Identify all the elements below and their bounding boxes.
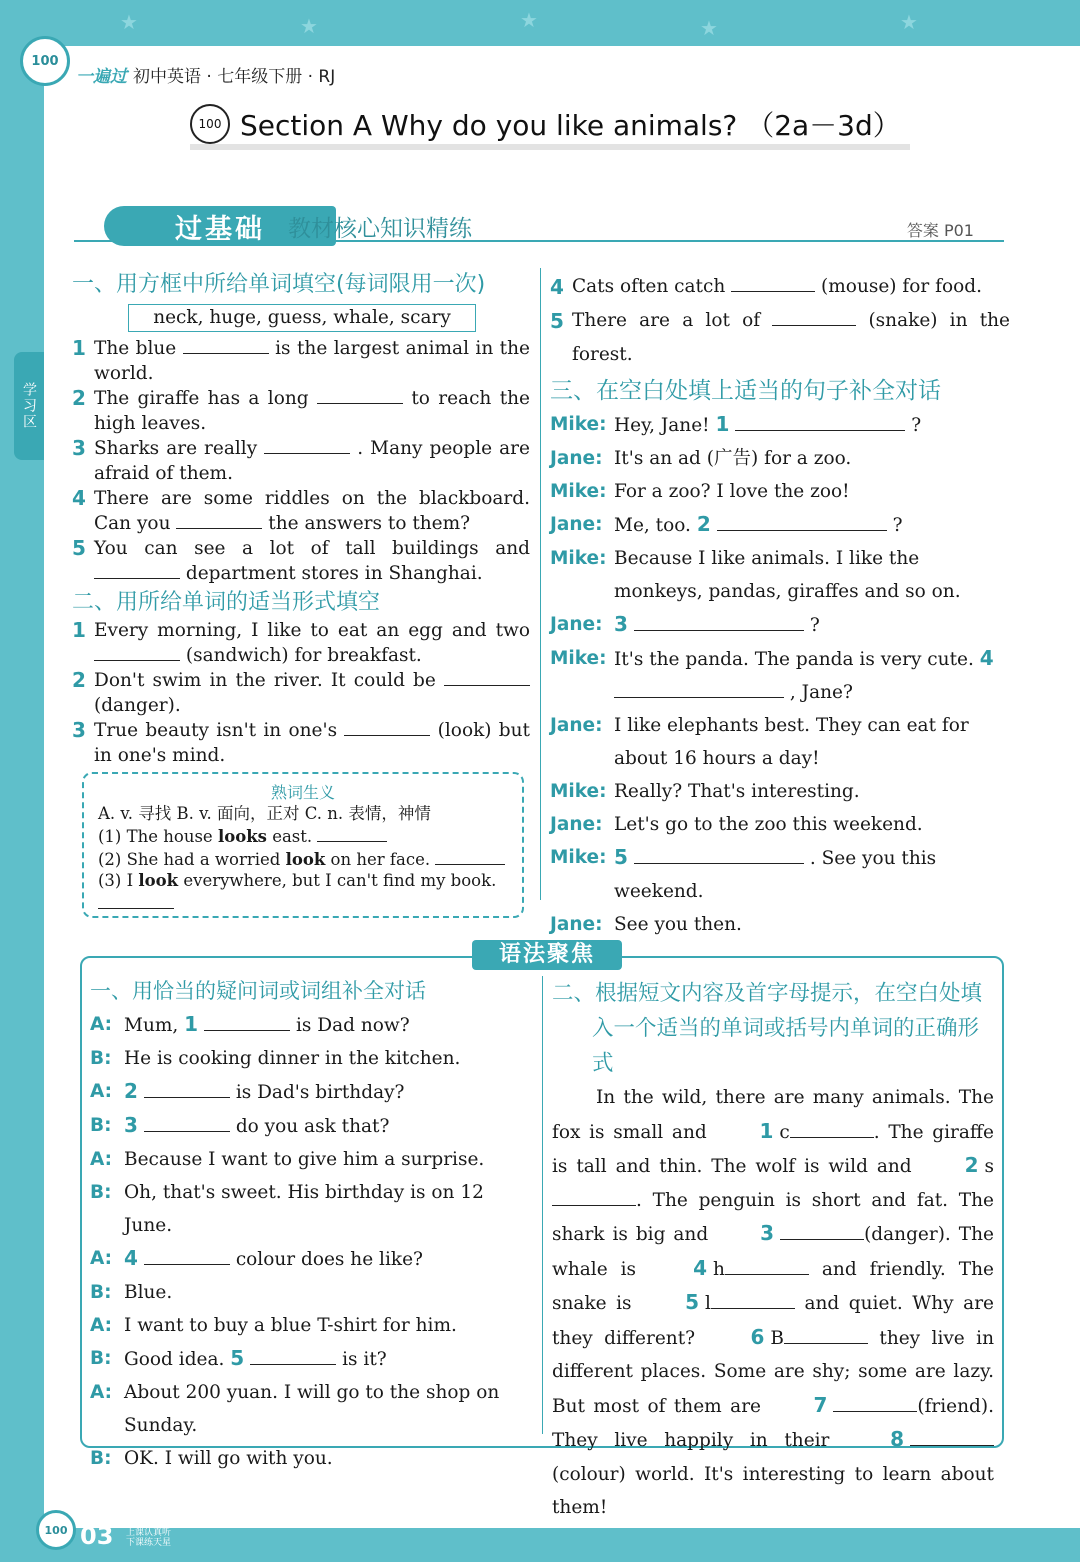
item-text-after: department stores in Shanghai. xyxy=(185,563,483,584)
speaker: Mike: xyxy=(550,847,607,868)
passage-text: and quiet. Why are they different? xyxy=(552,1293,994,1349)
dialog-line xyxy=(90,1176,530,1242)
speaker: Mike: xyxy=(550,481,607,502)
blank[interactable] xyxy=(204,1013,290,1031)
blank[interactable] xyxy=(144,1114,230,1132)
line-text-after: . See you this weekend. xyxy=(614,848,937,902)
page-slogan: 上课认真听 下课练天星 xyxy=(126,1528,172,1548)
item-number: 5 xyxy=(550,309,564,333)
speaker: Mike: xyxy=(550,548,607,569)
dialog-line xyxy=(90,1342,530,1376)
exercise-item xyxy=(72,536,530,586)
speaker: B: xyxy=(90,1048,112,1069)
blank-number: 1 xyxy=(184,1012,199,1036)
top-border xyxy=(0,0,1080,46)
speaker: Jane: xyxy=(550,448,603,469)
column-divider xyxy=(540,268,541,900)
item-text-before: There are a lot of xyxy=(572,310,761,331)
speaker: Mike: xyxy=(550,414,607,435)
item-number: 4 xyxy=(72,486,86,510)
line-text: Really? That's interesting. xyxy=(614,781,860,802)
subject-label: 初中英语 · 七年级下册 · RJ xyxy=(133,67,336,87)
blank[interactable] xyxy=(250,1347,336,1365)
side-tab: 学习区 xyxy=(14,352,44,460)
page-star-icon: 100 xyxy=(36,1510,76,1550)
part2-heading: 二、用所给单词的适当形式填空 xyxy=(72,590,381,615)
line-text: For a zoo? I love the zoo! xyxy=(614,481,850,502)
item-number: 2 xyxy=(72,386,86,410)
line-text: Mum, xyxy=(124,1015,179,1036)
basics-band xyxy=(74,196,1004,254)
speaker: A: xyxy=(90,1382,113,1403)
dialog-line xyxy=(550,542,1010,608)
grammar-divider xyxy=(542,976,543,1434)
blank-number: 7 xyxy=(813,1392,828,1417)
blank[interactable] xyxy=(317,386,403,404)
blank[interactable] xyxy=(790,1120,874,1138)
first-letter-hint: h xyxy=(712,1258,725,1280)
item-text-before: There are some riddles on the blackboard. Can you xyxy=(94,488,530,534)
line-text: Because I want to give him a surprise. xyxy=(124,1149,485,1170)
item-text-before: Sharks are really xyxy=(94,438,258,459)
line-text: Hey, Jane! xyxy=(614,415,710,436)
blank-number: 2 xyxy=(964,1153,979,1177)
section-title xyxy=(190,104,910,150)
speaker: Jane: xyxy=(550,514,603,535)
dialog-line xyxy=(90,1442,530,1475)
blank[interactable] xyxy=(344,718,430,736)
dialog-line xyxy=(90,1109,530,1143)
blank-number: 5 xyxy=(614,845,628,869)
item-text-after: (snake) in the forest. xyxy=(572,310,1010,365)
line-text-after: colour does he like? xyxy=(235,1249,423,1270)
item-text-before: Every morning, I like to eat an egg and two xyxy=(94,620,530,641)
item-number: 3 xyxy=(72,718,86,742)
blank[interactable] xyxy=(94,643,180,661)
band-subtitle: 教材核心知识精练 xyxy=(288,216,472,242)
passage-text: . The penguin is short and fat. The shark is big and xyxy=(552,1189,994,1245)
star-decoration: ★ xyxy=(700,16,718,40)
line-text: About 200 yuan. I will go to the shop on Sunday. xyxy=(124,1382,500,1436)
line-text: Oh, that's sweet. His birthday is on 12 June. xyxy=(124,1182,484,1236)
speaker: A: xyxy=(90,1081,113,1102)
blank-number: 5 xyxy=(230,1346,245,1370)
note-title: 熟词生义 xyxy=(270,783,335,802)
dialog-line xyxy=(90,1008,530,1042)
item-number: 2 xyxy=(72,668,86,692)
blank-number: 4 xyxy=(693,1255,707,1280)
blank[interactable] xyxy=(183,336,269,354)
band-label: 过基础 xyxy=(104,206,336,246)
dialog-line xyxy=(90,1309,530,1342)
dialog-line xyxy=(550,908,1010,941)
blank[interactable] xyxy=(144,1080,230,1098)
grammar-right xyxy=(552,976,994,1525)
passage-text: . The giraffe is tall and thin. The wolf is wild and xyxy=(552,1121,994,1177)
line-text-after: ? xyxy=(911,415,922,436)
exercise-item xyxy=(72,386,530,436)
speaker: B: xyxy=(90,1348,112,1369)
note-sentence-1: (1) The house looks east. xyxy=(98,824,508,847)
item-text-before: The blue xyxy=(94,338,177,359)
line-text: Me, too. xyxy=(614,515,691,536)
line-text: Because I like animals. I like the monkeys, pandas, giraffes and so on. xyxy=(614,548,961,602)
dialog-line xyxy=(90,1075,530,1109)
item-number: 5 xyxy=(72,536,86,560)
line-text: Blue. xyxy=(124,1282,173,1303)
speaker: Mike: xyxy=(550,648,607,669)
note-sentence-2: (2) She had a worried look on her face. xyxy=(98,847,508,870)
blank[interactable] xyxy=(435,847,505,865)
part2-items xyxy=(72,618,530,768)
grammar-left-dialog xyxy=(90,1008,530,1475)
dialog-line xyxy=(90,1276,530,1309)
exercise-item xyxy=(72,668,530,718)
first-letter-hint: s xyxy=(984,1156,994,1177)
blank[interactable] xyxy=(94,561,180,579)
speaker: A: xyxy=(90,1149,113,1170)
line-text-after: do you ask that? xyxy=(235,1116,390,1137)
star-decoration: ★ xyxy=(300,14,318,38)
item-text-before: You can see a lot of tall buildings and xyxy=(94,538,530,559)
first-letter-hint: l xyxy=(705,1293,711,1314)
star-decoration: ★ xyxy=(900,10,918,34)
note-sentence-3: (3) I look everywhere, but I can't find my book. xyxy=(98,870,508,914)
grammar-title: 语法聚焦 xyxy=(472,940,622,970)
line-text: See you then. xyxy=(614,914,742,935)
right-column xyxy=(550,270,1010,941)
item-text-before: The giraffe has a long xyxy=(94,388,309,409)
dialog-line xyxy=(550,775,1010,808)
blank[interactable] xyxy=(833,1394,917,1412)
line-text: It's an ad (广告) for a zoo. xyxy=(614,448,852,469)
speaker: B: xyxy=(90,1448,112,1469)
brand-name: 一遍过 xyxy=(76,67,127,87)
passage-text: (colour) world. It's interesting to learn about them! xyxy=(552,1463,994,1518)
exercise-item xyxy=(72,718,530,768)
speaker: Jane: xyxy=(550,914,603,935)
grammar-left-heading: 一、用恰当的疑问词或词组补全对话 xyxy=(90,979,426,1003)
line-text: It's the panda. The panda is very cute. xyxy=(614,649,974,670)
line-text-after: is it? xyxy=(342,1349,387,1370)
blank[interactable] xyxy=(910,1428,994,1446)
blank[interactable] xyxy=(634,613,804,631)
exercise-item xyxy=(72,336,530,386)
item-text-after: . Many people are afraid of them. xyxy=(94,438,530,484)
blank-number: 2 xyxy=(696,512,711,536)
passage xyxy=(552,1081,994,1525)
blank[interactable] xyxy=(735,413,905,431)
item-text-after: to reach the high leaves. xyxy=(94,388,530,434)
left-column xyxy=(72,270,530,768)
blank-number: 3 xyxy=(614,612,628,636)
line-text: I like elephants best. They can eat for about 16 hours a day! xyxy=(614,715,969,769)
passage-text: and friendly. The snake is xyxy=(552,1258,994,1314)
dialog-line xyxy=(90,1143,530,1176)
blank-number: 3 xyxy=(124,1113,138,1137)
speaker: A: xyxy=(90,1014,113,1035)
note-options: A. v. 寻找 B. v. 面向，正对 C. n. 表情，神情 xyxy=(98,804,431,823)
passage-text: (friend). They live happily in their xyxy=(552,1395,994,1451)
blank[interactable] xyxy=(711,1291,795,1309)
line-text: I want to buy a blue T-shirt for him. xyxy=(124,1315,457,1336)
line-text: Let's go to the zoo this weekend. xyxy=(614,814,923,835)
dialog-line xyxy=(550,608,1010,642)
part1-heading: 一、用方框中所给单词填空(每词限用一次) xyxy=(72,272,486,297)
page-number: 03 xyxy=(80,1522,114,1550)
item-text-after: (danger). xyxy=(94,695,181,716)
star-badge-icon: 100 xyxy=(190,104,230,144)
blank-number: 1 xyxy=(715,412,730,436)
item-text-after: (sandwich) for breakfast. xyxy=(185,645,422,666)
dialog-line xyxy=(550,408,1010,442)
dialog-line xyxy=(550,709,1010,775)
note-box xyxy=(82,772,524,918)
blank-number: 1 xyxy=(759,1118,774,1143)
item-text-before: Cats often catch xyxy=(572,276,726,297)
exercise-item xyxy=(72,618,530,668)
exercise-item xyxy=(72,436,530,486)
header-brand xyxy=(76,62,335,87)
exercise-item xyxy=(72,486,530,536)
blank[interactable] xyxy=(784,1326,868,1344)
blank[interactable] xyxy=(176,511,262,529)
blank[interactable] xyxy=(98,891,174,909)
answer-ref: 答案 P01 xyxy=(906,221,974,240)
first-letter-hint: c xyxy=(779,1121,790,1143)
blank[interactable] xyxy=(264,436,350,454)
item-text-after: (mouse) for food. xyxy=(821,276,982,297)
blank[interactable] xyxy=(634,846,804,864)
item-text-after: is the largest animal in the world. xyxy=(94,338,530,384)
line-text-after: ? xyxy=(809,615,820,636)
blank[interactable] xyxy=(614,680,784,698)
speaker: Jane: xyxy=(550,715,603,736)
blank[interactable] xyxy=(444,668,530,686)
brand-logo-icon: 100 xyxy=(20,36,70,86)
exercise-item xyxy=(550,304,1010,372)
dialog-line xyxy=(550,642,1010,709)
line-text: Good idea. xyxy=(124,1349,225,1370)
blank-number: 4 xyxy=(124,1246,138,1270)
speaker: A: xyxy=(90,1248,113,1269)
grammar-left xyxy=(90,976,530,1475)
blank[interactable] xyxy=(552,1188,636,1206)
line-text: OK. I will go with you. xyxy=(124,1448,333,1469)
speaker: B: xyxy=(90,1115,112,1136)
speaker: A: xyxy=(90,1315,113,1336)
item-text-after: the answers to them? xyxy=(268,513,471,534)
part2-right-items xyxy=(550,270,1010,372)
blank[interactable] xyxy=(725,1257,809,1275)
blank-number: 3 xyxy=(760,1221,775,1245)
item-text-after: (look) but in one's mind. xyxy=(94,720,530,766)
item-text-before: Don't swim in the river. It could be xyxy=(94,670,436,691)
speaker: B: xyxy=(90,1182,112,1203)
left-border xyxy=(0,0,44,1562)
dialog-line xyxy=(550,475,1010,508)
part3-dialog xyxy=(550,408,1010,941)
dialog-line xyxy=(550,808,1010,841)
star-decoration: ★ xyxy=(520,8,538,32)
speaker: Jane: xyxy=(550,814,603,835)
line-text-after: is Dad's birthday? xyxy=(235,1082,405,1103)
line-text: He is cooking dinner in the kitchen. xyxy=(124,1048,461,1069)
blank[interactable] xyxy=(731,274,815,292)
line-text-after: , Jane? xyxy=(789,682,853,703)
item-number: 1 xyxy=(72,336,86,360)
grammar-right-heading: 二、根据短文内容及首字母提示，在空白处填入一个适当的单词或括号内单词的正确形式 xyxy=(552,981,983,1076)
dialog-line xyxy=(90,1376,530,1442)
dialog-line xyxy=(550,508,1010,542)
line-text-after: ? xyxy=(892,515,903,536)
item-number: 4 xyxy=(550,275,564,299)
word-box: neck, huge, guess, whale, scary xyxy=(128,304,476,332)
dialog-line xyxy=(550,841,1010,908)
blank-number: 2 xyxy=(124,1079,138,1103)
part3-heading: 三、在空白处填上适当的句子补全对话 xyxy=(550,378,941,404)
dialog-line xyxy=(550,442,1010,475)
blank-number: 4 xyxy=(979,646,994,670)
blank[interactable] xyxy=(772,308,856,326)
blank[interactable] xyxy=(317,824,387,842)
item-text-before: True beauty isn't in one's xyxy=(94,720,338,741)
speaker: Mike: xyxy=(550,781,607,802)
passage-text: In the wild, there are many animals. The fox is small and xyxy=(552,1087,994,1143)
item-number: 1 xyxy=(72,618,86,642)
speaker: Jane: xyxy=(550,614,603,635)
blank-number: 5 xyxy=(685,1290,699,1314)
passage-text: they live in different places. Some are shy; some are lazy. But most of them are xyxy=(552,1327,994,1417)
line-text-after: is Dad now? xyxy=(295,1015,410,1036)
blank-number: 6 xyxy=(750,1324,765,1349)
first-letter-hint: B xyxy=(770,1327,784,1349)
dialog-line xyxy=(90,1242,530,1276)
item-number: 3 xyxy=(72,436,86,460)
blank[interactable] xyxy=(144,1247,230,1265)
blank[interactable] xyxy=(780,1222,864,1240)
passage-text: (danger). The whale is xyxy=(552,1224,994,1280)
section-title-text: Section A Why do you like animals? （2a－3d） xyxy=(240,109,901,142)
part1-items xyxy=(72,336,530,586)
blank[interactable] xyxy=(717,513,887,531)
star-decoration: ★ xyxy=(120,10,138,34)
dialog-line xyxy=(90,1042,530,1075)
exercise-item xyxy=(550,270,1010,304)
blank-number: 8 xyxy=(890,1427,904,1451)
speaker: B: xyxy=(90,1282,112,1303)
